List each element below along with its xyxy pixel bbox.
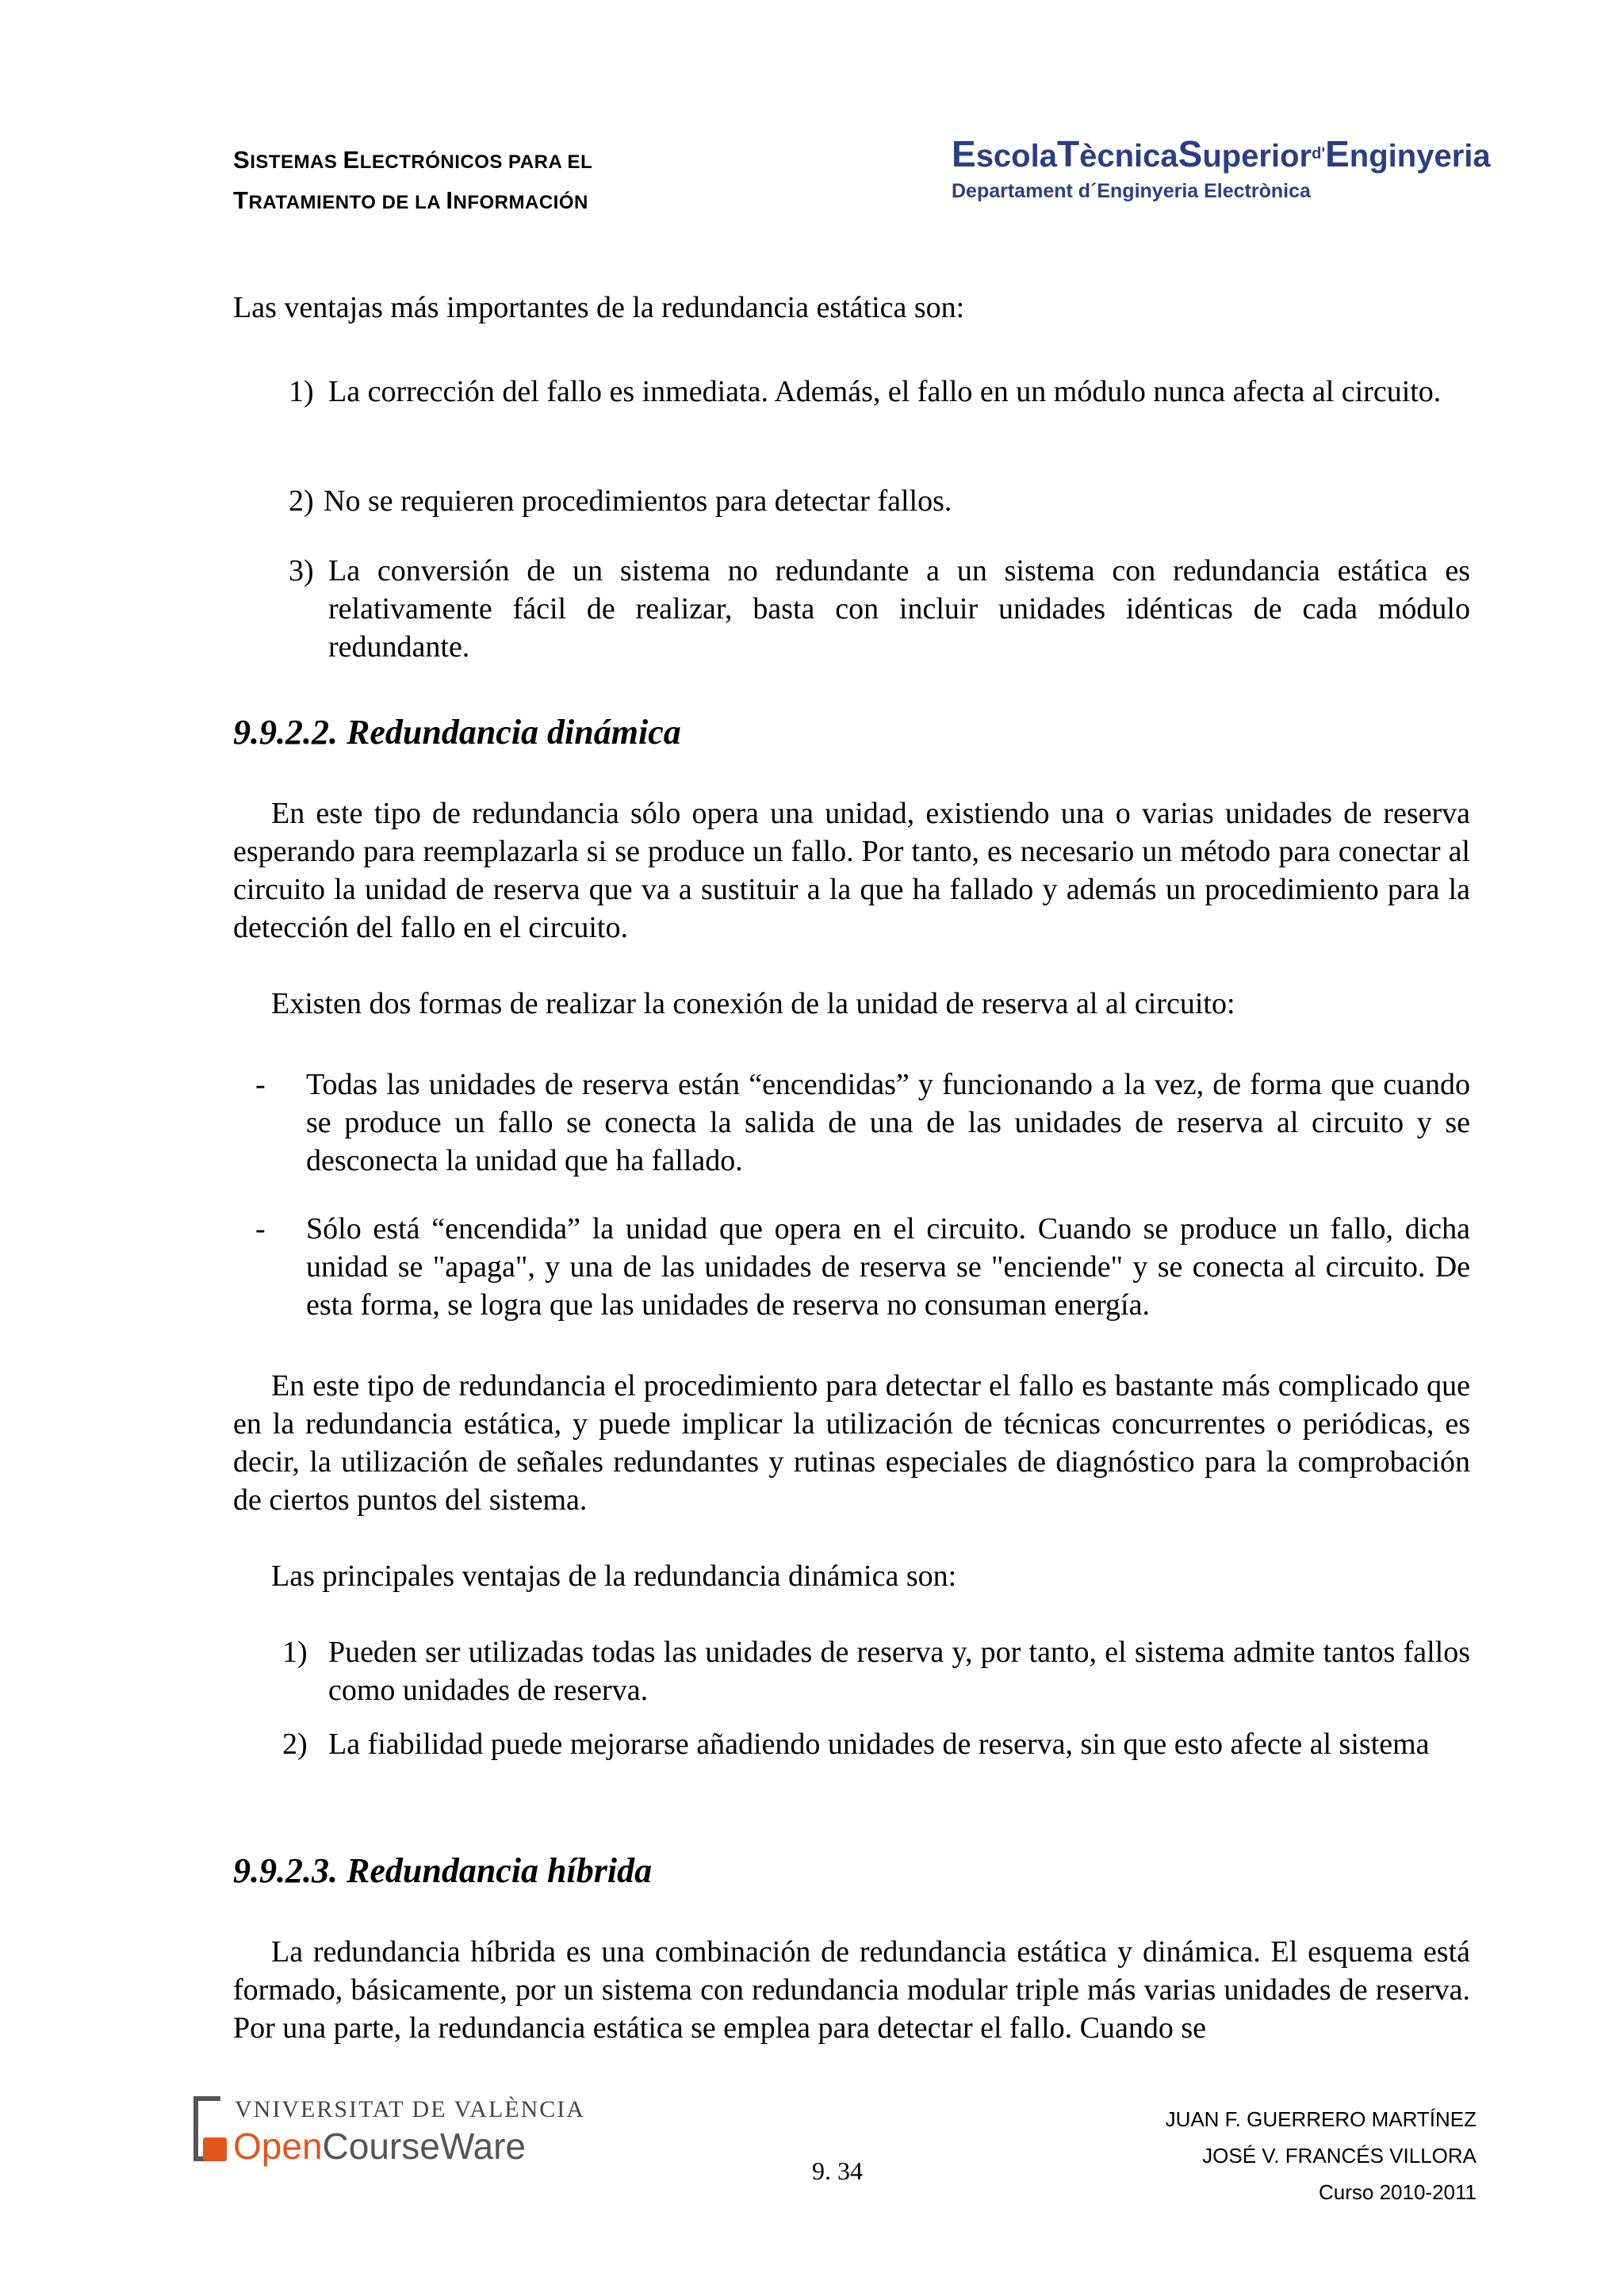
list-item: 3) La conversión de un sistema no redundante a un sistema con redundancia estática es relativamente fácil de realizar, basta con incluir unidades idénticas de cada módulo redundante. <box>289 554 1470 664</box>
course-year: Curso 2010-2011 <box>1319 2180 1477 2204</box>
list-item: - Todas las unidades de reserva están “encendidas” y funcionando a la vez, de forma que cuando se produce un fallo se conecta la salida de una de las unidades de reserva al circuito y se desconecta la unidad que ha fallado. <box>255 1068 1470 1177</box>
logo-square-icon <box>203 2137 227 2161</box>
list-item: 1) La corrección del fallo es inmediata. Además, el fallo en un módulo nunca afecta al circuito. <box>289 375 1442 408</box>
course-title <box>233 141 592 222</box>
author-name: JOSÉ V. FRANCÉS VILLORA <box>1202 2144 1477 2168</box>
list-item: - Sólo está “encendida” la unidad que opera en el circuito. Cuando se produce un fallo, dicha unidad se "apaga", y una de las unidades de reserva se "enciende" y se conecta al circuito. De esta forma, se logra que las unidades de reserva no consuman energía. <box>255 1212 1470 1322</box>
section-heading-hybrid: 9.9.2.3. Redundancia híbrida <box>233 1851 653 1890</box>
intro-paragraph: Las ventajas más importantes de la redundancia estática son: <box>233 291 965 324</box>
paragraph: Existen dos formas de realizar la conexión de la unidad de reserva al al circuito: <box>271 987 1235 1020</box>
university-name: VNIVERSITAT DE VALÈNCIA <box>235 2096 585 2122</box>
list-item: 2) No se requieren procedimientos para detectar fallos. <box>289 484 952 518</box>
course-title-line2: TRATAMIENTO DE LA INFORMACIÓN <box>233 186 588 214</box>
list-item: 1) Pueden ser utilizadas todas las unidades de reserva y, por tanto, el sistema admite tantos fallos como unidades de reserva. <box>282 1636 1470 1707</box>
paragraph: La redundancia híbrida es una combinación de redundancia estática y dinámica. El esquema está formado, básicamente, por un sistema con redundancia modular triple más varias unidades de reserva. Por una parte, la redundancia estática se emplea para detectar el fallo. Cuando se <box>233 1935 1470 2045</box>
section-heading-dynamic: 9.9.2.2. Redundancia dinámica <box>233 713 681 752</box>
opencourseware-wordmark: OpenCourseWare <box>233 2126 527 2167</box>
university-logo <box>193 2093 585 2172</box>
page-number: 9. 34 <box>812 2156 863 2185</box>
footer-credits <box>1166 2101 1477 2210</box>
paragraph: En este tipo de redundancia el procedimiento para detectar el fallo es bastante más complicado que en la redundancia estática, y puede implicar la utilización de técnicas concurrentes o periódicas, es decir, la utilización de señales redundantes y rutinas especiales de diagnóstico para la comprobación de ciertos puntos del sistema. <box>233 1369 1470 1517</box>
paragraph: Las principales ventajas de la redundancia dinámica son: <box>271 1559 957 1593</box>
school-logo <box>952 133 1491 203</box>
school-logo-name: EscolaTècnicaSuperior$^{d'}$Enginyeria <box>952 133 1491 174</box>
course-title-line1: SISTEMAS ELECTRÓNICOS PARA EL <box>233 146 593 174</box>
paragraph: En este tipo de redundancia sólo opera una unidad, existiendo una o varias unidades de reserva esperando para reemplazarla si se produce un fallo. Por tanto, es necesario un método para conectar al circuito la unidad de reserva que va a sustituir a la que ha fallado y además un procedimiento para la detección del fallo en el circuito. <box>233 797 1470 944</box>
author-name: JUAN F. GUERRERO MARTÍNEZ <box>1165 2107 1477 2131</box>
list-item: 2) La fiabilidad puede mejorarse añadiendo unidades de reserva, sin que esto afecte al sistema <box>282 1728 1430 1761</box>
department-name: Departament d´Enginyeria Electrònica <box>952 180 1311 202</box>
